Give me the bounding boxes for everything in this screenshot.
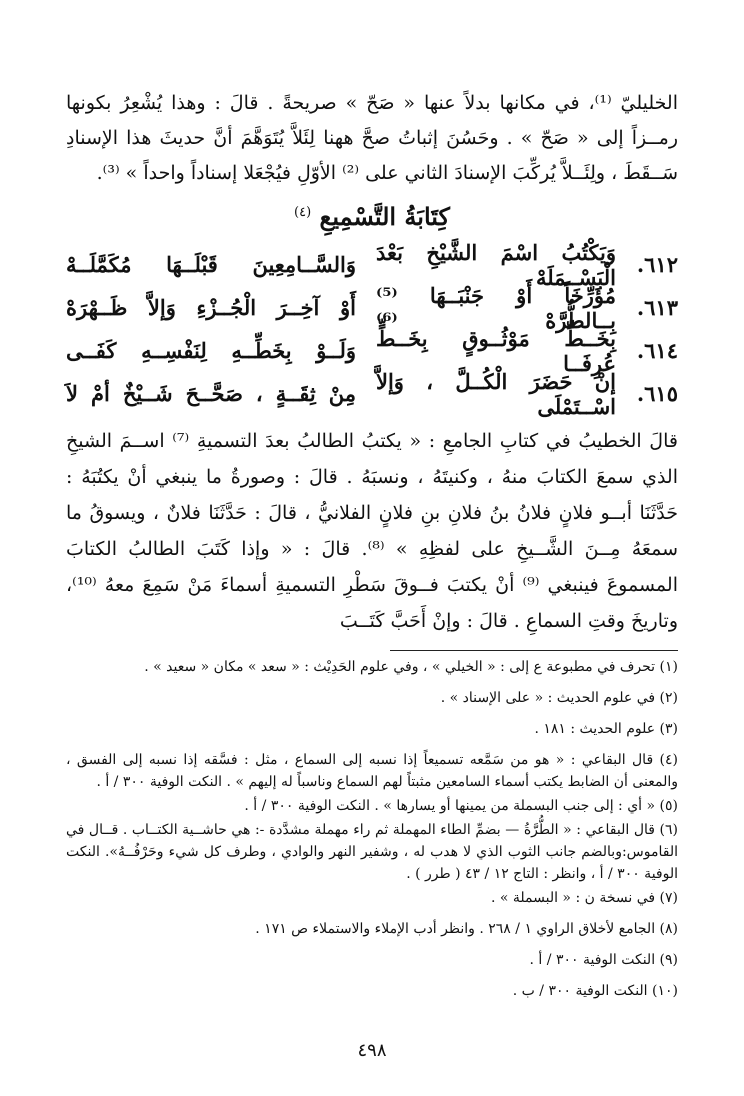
verse-block [66, 239, 678, 419]
footnotes [66, 656, 678, 1011]
footnote: (٢) في علوم الحديث : « على الإسناد » . [440, 690, 678, 706]
footnote: (٨) الجامع لأخلاق الراوي ١ / ٢٦٨ . وانظر أدب الإملاء والاستملاء ص ١٧١ . [255, 921, 678, 937]
verse-first-hemistich: إنْ حَضَرَ الْكُــلَّ ، وَإلاَّ اسْــتَمْلَى [376, 368, 616, 419]
paragraph-commentary: قالَ الخطيبُ في كتابِ الجامعِ : « يكتبُ الطالبُ بعدَ التسميةِ ⁽⁷⁾ اســمَ الشيخِ الذي سمعَ الكتابَ منهُ ، وكنيتَهُ ، ونسبَهُ . قالَ : وصورةُ ما ينبغي أنْ يكتُبَهُ : حَدَّثَنَا أبــو فلانٍ فلانُ بنُ فلانِ بنِ فلانٍ الفلانيُّ ، قالَ : حَدَّثَنَا فلانٌ ، ويسوقُ ما سمعَهُ مِــنَ الشَّــيخِ على لفظِهِ » ⁽⁸⁾. قالَ : « وإذا كَتَبَ الطالبُ الكتابَ المسموعَ فينبغي ⁽⁹⁾ أنْ يكتبَ فــوقَ سَطْرِ التسميةِ أسماءَ مَنْ سَمِعَ معهُ ⁽¹⁰⁾، وتاريخَ وقتِ السماعِ . قالَ : وإنْ أَحَبَّ كَتَــبَ [66, 430, 678, 632]
verse-second-hemistich: أَوْ آخِــرَ الْجُــزْءِ وَإلاَّ ظَــهْرَهْ [66, 295, 356, 320]
section-heading-footnote-ref: (٤) [294, 205, 312, 220]
verse-first-hemistich: وَيَكْتُبُ اسْمَ الشَّيْخِ بَعْدَ الْبَسْــمَلَهْ [376, 239, 616, 290]
footnote: (١) تحرف في مطبوعة ع إلى : « الخيلي » ، وفي علوم الحَدِيْث : « سعد » مكان « سعيد » . [144, 659, 678, 675]
footnote: (٧) في نسخة ن : « البسملة » . [490, 890, 678, 906]
footnote: (١٠) النكت الوفية ٣٠٠ / ب . [512, 983, 678, 999]
section-heading-text: كِتَابَةُ التَّسْمِيعِ [319, 202, 450, 231]
verse-first-hemistich: مُؤَرِّخَاً أَوْ جَنْبَــهَا ⁽⁵⁾ بِــالطُّرَّهْ ⁽⁶⁾ [376, 282, 616, 333]
verse-number: ٦١٤. [636, 338, 678, 363]
page-number: ٤٩٨ [357, 1040, 387, 1061]
verse-second-hemistich: وَالسَّــامِعِينَ قَبْلَــهَا مُكَمَّلَــهْ [66, 252, 356, 277]
verse-line [66, 282, 678, 333]
footnote: (٤) قال البقاعي : « هو من سَمَّعه تسميعاً إذا نسبه إلى السماع ، مثل : فسَّقه إذا نسبه إلى الفسق ، والمعنى أن الضابط يكتب أسماء السامعين مثبتاً لهم السماع وناسباً له إليهم » . النكت الوفية ٣٠٠ / أ . [66, 752, 678, 790]
footnote: (٦) قال البقاعي : « الطُّرَّةُ — بضمِّ الطاء المهملة ثم راء مهملة مشدَّدة -: هي حاشــية الكتــاب . قــال في القاموس:وبالضم جانب الثوب الذي لا هدب له ، وشفير النهر والوادي ، وطرف كل شيء وحَرْفُــهُ». النكت الوفية ٣٠٠ / أ ، وانظر : التاج ١٢ / ٤٣ ( طرر ) . [66, 822, 678, 882]
paragraph-intro: الخليليّ ⁽¹⁾، في مكانها بدلاً عنها « صَحّ » صريحةً . قالَ : وهذا يُشْعِرُ بكونها رمــزاً إلى « صَحّ » . وحَسُنَ إثباتُ صحَّ ههنا لِئَلاَّ يُتَوَهَّمَ أنَّ حديثَ هذا الإسنادِ سَــقَطَ ، ولِئَــلاَّ يُركِّبَ الإسنادَ الثاني على ⁽²⁾ الأوّلِ فيُجْعَلا إسناداً واحداً » ⁽³⁾. [66, 92, 678, 184]
footnote: (٥) « أي : إلى جنب البسملة من يمينها أو يسارها » . النكت الوفية ٣٠٠ / أ . [244, 798, 678, 814]
verse-number: ٦١٥. [636, 381, 678, 406]
footnote-divider [390, 650, 678, 651]
verse-second-hemistich: وَلَــوْ بِخَطِّــهِ لِنَفْسِــهِ كَفَــى [66, 338, 356, 363]
verse-line [66, 325, 678, 376]
verse-line [66, 239, 678, 290]
footnote: (٩) النكت الوفية ٣٠٠ / أ . [529, 952, 678, 968]
verse-number: ٦١٢. [636, 252, 678, 277]
verse-first-hemistich: بِخَــطِّ مَوْثُــوقٍ بِخَــطٍّ عُرِفَــا [376, 325, 616, 376]
verse-number: ٦١٣. [636, 295, 678, 320]
verse-line [66, 368, 678, 419]
section-heading [66, 193, 678, 237]
verse-second-hemistich: مِنْ ثِقَــةٍ ، صَحَّــحَ شَــيْخٌ أمْ لاَ [66, 381, 356, 406]
footnote: (٣) علوم الحديث : ١٨١ . [534, 721, 678, 737]
